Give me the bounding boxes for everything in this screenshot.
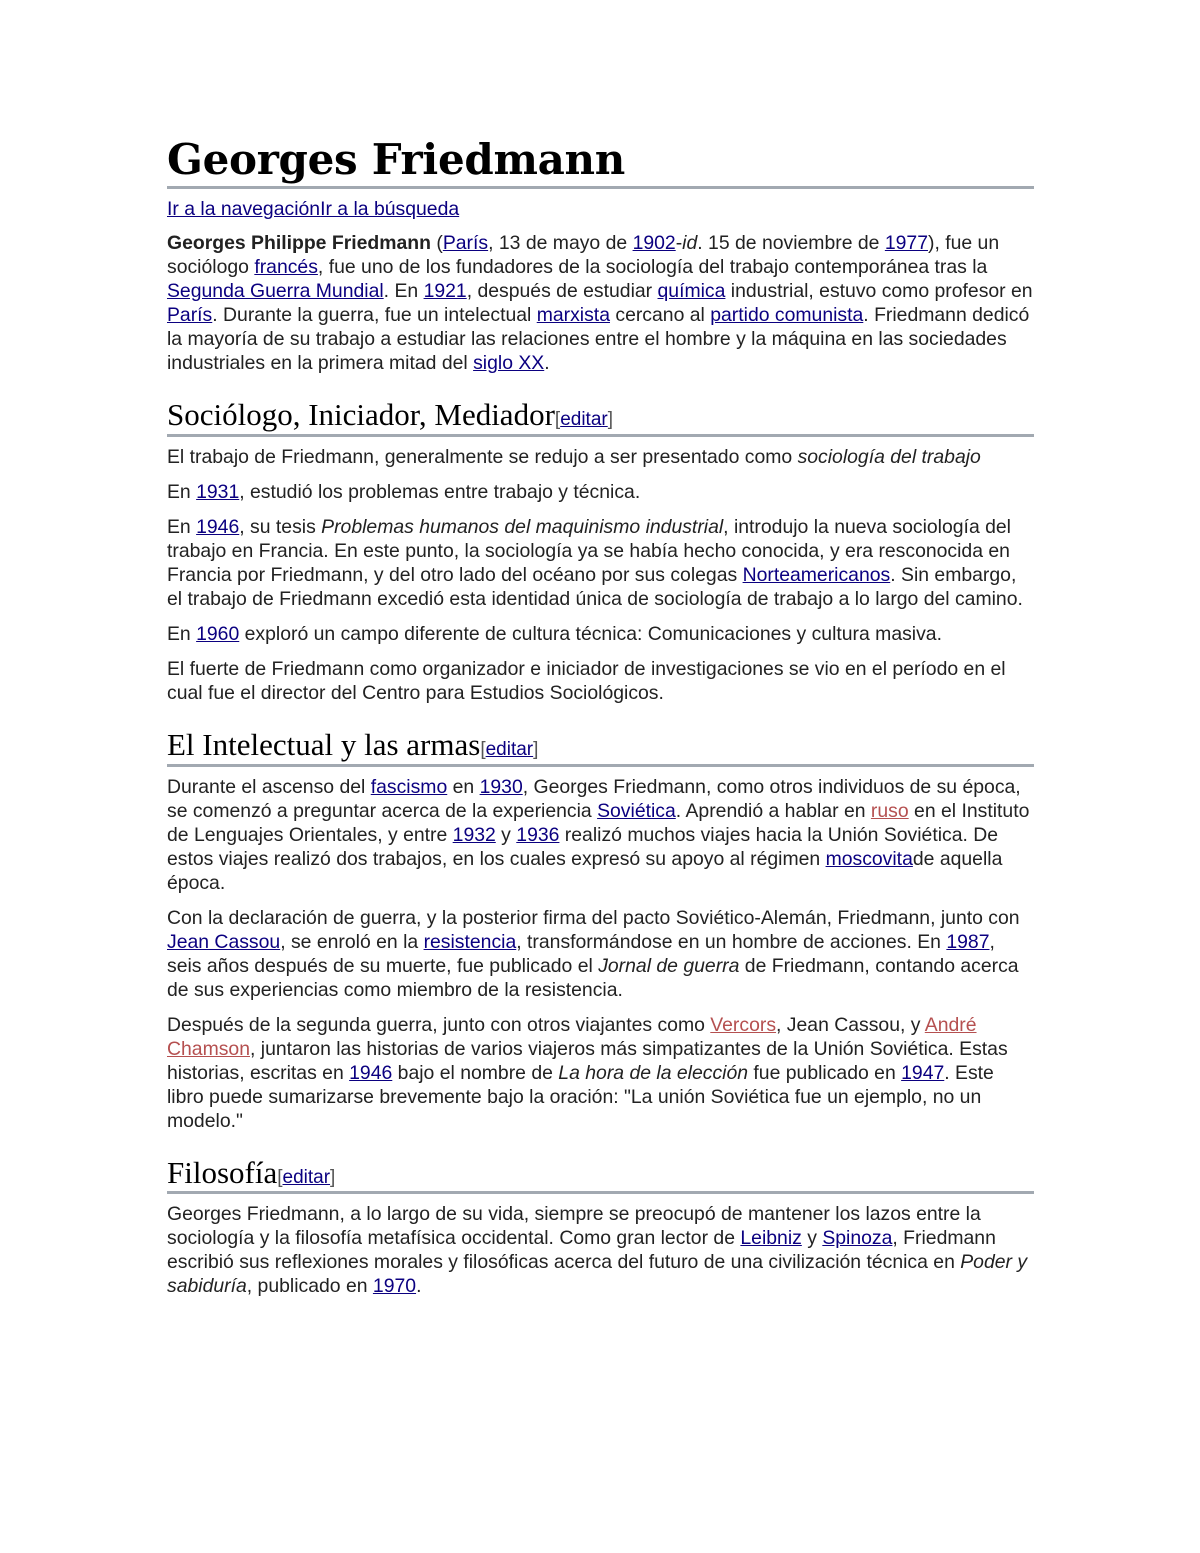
bracket: [ (554, 409, 561, 431)
text: En (167, 515, 197, 538)
paragraph (167, 445, 1034, 469)
link-1932[interactable]: 1932 (452, 823, 496, 846)
link-ruso[interactable]: ruso (870, 799, 909, 822)
paragraph (167, 775, 1034, 895)
link-1930[interactable]: 1930 (479, 775, 523, 798)
text: , introdujo la nueva sociología del trabajo en Francia. En este punto, la sociología ya se había hecho conocida, y era resconocida en Francia por Friedmann, y del otro lado del océano por sus colegas (167, 515, 1011, 586)
link-vercors[interactable]: Vercors (710, 1013, 777, 1036)
text: , transformándose en un hombre de acciones. En (516, 930, 947, 953)
section-heading-filosofia (167, 1155, 1034, 1195)
text: Con la declaración de guerra, y la posterior firma del pacto Soviético-Alemán, Friedmann, junto con (167, 906, 1020, 929)
text: En (167, 480, 197, 503)
text: . Durante la guerra, fue un intelectual (212, 304, 537, 327)
text: . Friedmann dedicó la mayoría de su trabajo a estudiar las relaciones entre el hombre y la máquina en las sociedades industriales en la primera mitad del (167, 304, 1030, 375)
text: , Georges Friedmann, como otros individuos de su época, se comenzó a preguntar acerca de la experiencia (167, 775, 1021, 822)
edit-section-link (480, 739, 538, 760)
link-1936[interactable]: 1936 (516, 823, 560, 846)
link-spinoza[interactable]: Spinoza (822, 1227, 893, 1250)
text: . (544, 352, 550, 375)
text: , Jean Cassou, y (776, 1013, 925, 1036)
edit-link[interactable]: editar (282, 1166, 331, 1188)
text: , después de estudiar (466, 280, 658, 303)
text: . (416, 1275, 422, 1298)
text: . Sin embargo, el trabajo de Friedmann excedió esta identidad única de sociología de trabajo a lo largo del camino. (167, 563, 1023, 610)
text: de aquella época. (167, 847, 1003, 894)
text: , 13 de mayo de (488, 232, 633, 255)
link-1902[interactable]: 1902 (632, 232, 676, 255)
link-paris[interactable]: París (442, 232, 489, 255)
text: - (675, 232, 683, 255)
text: , publicado en (246, 1275, 373, 1298)
text: cercano al (609, 304, 711, 327)
section-heading-intelectual (167, 727, 1034, 767)
italic-text: La hora de la elección (558, 1061, 749, 1084)
text: , seis años después de su muerte, fue publicado el (167, 930, 995, 977)
bracket: ] (607, 409, 613, 431)
link-sovietica[interactable]: Soviética (597, 799, 676, 822)
text: en el Instituto de Lenguajes Orientales, y entre (167, 799, 1030, 846)
text: de Friedmann, contando acerca de sus experiencias como miembro de la resistencia. (167, 954, 1019, 1001)
text: . Aprendió a hablar en (675, 799, 871, 822)
link-leibniz[interactable]: Leibniz (740, 1227, 802, 1250)
edit-section-link (277, 1167, 335, 1188)
text: ), fue un sociólogo (167, 232, 1000, 279)
text: , fue uno de los fundadores de la sociología del trabajo contemporánea tras la (317, 256, 988, 279)
paragraph (167, 657, 1034, 705)
paragraph (167, 1202, 1034, 1298)
text: y (801, 1227, 823, 1250)
italic-text: Poder y sabiduría (167, 1251, 1028, 1298)
link-segunda-guerra-mundial[interactable]: Segunda Guerra Mundial (167, 280, 384, 303)
link-marxista[interactable]: marxista (536, 304, 610, 327)
link-jean-cassou[interactable]: Jean Cassou (167, 930, 281, 953)
section-heading-text: Sociólogo, Iniciador, Mediador (167, 397, 555, 433)
link-moscovita[interactable]: moscovita (825, 847, 913, 870)
jump-links (167, 197, 1034, 221)
text: bajo el nombre de (392, 1061, 559, 1084)
link-1987[interactable]: 1987 (946, 930, 990, 953)
link-partido-comunista[interactable]: partido comunista (710, 304, 864, 327)
link-1931[interactable]: 1931 (196, 480, 240, 503)
italic-text: id (682, 232, 698, 255)
link-frances[interactable]: francés (254, 256, 318, 279)
link-andre-chamson[interactable]: André Chamson (167, 1013, 977, 1060)
jump-to-search-link[interactable]: Ir a la búsqueda (320, 198, 460, 221)
text: El trabajo de Friedmann, generalmente se redujo a ser presentado como (167, 445, 798, 468)
link-fascismo[interactable]: fascismo (370, 775, 448, 798)
text: ( (430, 232, 443, 255)
link-1970[interactable]: 1970 (372, 1275, 417, 1298)
link-1977[interactable]: 1977 (884, 232, 928, 255)
section-heading-sociologo (167, 397, 1034, 437)
link-1946-b[interactable]: 1946 (349, 1061, 393, 1084)
text: Durante el ascenso del (167, 775, 371, 798)
page-title: Georges Friedmann (167, 136, 1034, 189)
link-resistencia[interactable]: resistencia (423, 930, 517, 953)
text: realizó muchos viajes hacia la Unión Soviética. De estos viajes realizó dos trabajos, en los cuales expresó su apoyo al régimen (167, 823, 999, 870)
bracket: [ (480, 738, 486, 760)
text: exploró un campo diferente de cultura técnica: Comunicaciones y cultura masiva. (239, 622, 942, 645)
link-1960[interactable]: 1960 (196, 622, 240, 645)
link-quimica[interactable]: química (657, 280, 726, 303)
text: industrial, estuvo como profesor en (725, 280, 1033, 303)
jump-to-navigation-link[interactable]: Ir a la navegación (167, 198, 321, 221)
link-1921[interactable]: 1921 (423, 280, 467, 303)
text: Después de la segunda guerra, junto con otros viajantes como (167, 1013, 711, 1036)
text: , juntaron las historias de varios viajeros más simpatizantes de la Unión Soviética. Estas historias, escritas en (167, 1037, 1008, 1084)
link-siglo-xx[interactable]: siglo XX (473, 352, 545, 375)
text: y (495, 823, 517, 846)
italic-text: Problemas humanos del maquinismo industrial (321, 515, 724, 538)
edit-section-link (555, 409, 613, 430)
paragraph (167, 622, 1034, 646)
italic-text: Jornal de guerra (598, 954, 740, 977)
text: , su tesis (239, 515, 322, 538)
link-paris-2[interactable]: París (167, 304, 213, 327)
text: Georges Friedmann, a lo largo de su vida, siempre se preocupó de mantener los lazos entre la sociología y la filosofía metafísica occidental. Como gran lector de (167, 1203, 981, 1250)
paragraph (167, 1013, 1034, 1133)
italic-text: sociología del trabajo (797, 445, 981, 468)
text: El fuerte de Friedmann como organizador e iniciador de investigaciones se vio en el período en el cual fue el director del Centro para Estudios Sociológicos. (167, 657, 1006, 704)
paragraph (167, 515, 1034, 611)
section-heading-text: El Intelectual y las armas (167, 726, 481, 762)
link-norteamericanos[interactable]: Norteamericanos (742, 563, 891, 586)
intro-paragraph (167, 231, 1034, 375)
text: . En (383, 280, 424, 303)
link-1947[interactable]: 1947 (901, 1061, 945, 1084)
text: En (167, 622, 197, 645)
section-heading-text: Filosofía (167, 1154, 278, 1190)
text: , estudió los problemas entre trabajo y técnica. (239, 480, 641, 503)
paragraph (167, 480, 1034, 504)
text: . 15 de noviembre de (697, 232, 885, 255)
text: en (447, 775, 480, 798)
bracket: ] (330, 1166, 336, 1188)
bracket: ] (533, 738, 539, 760)
text: . Este libro puede sumarizarse brevemente bajo la oración: "La unión Soviética fue un ejemplo, no un modelo." (167, 1061, 994, 1132)
edit-link[interactable]: editar (485, 738, 534, 760)
bold-name: Georges Philippe Friedmann (167, 232, 431, 255)
link-1946[interactable]: 1946 (196, 515, 240, 538)
paragraph (167, 906, 1034, 1002)
article (167, 0, 1034, 1298)
text: , se enroló en la (280, 930, 424, 953)
text: , Friedmann escribió sus reflexiones morales y filosóficas acerca del futuro de una civilización técnica en (167, 1227, 996, 1274)
bracket: [ (277, 1166, 283, 1188)
edit-link[interactable]: editar (560, 409, 608, 431)
text: fue publicado en (748, 1061, 902, 1084)
